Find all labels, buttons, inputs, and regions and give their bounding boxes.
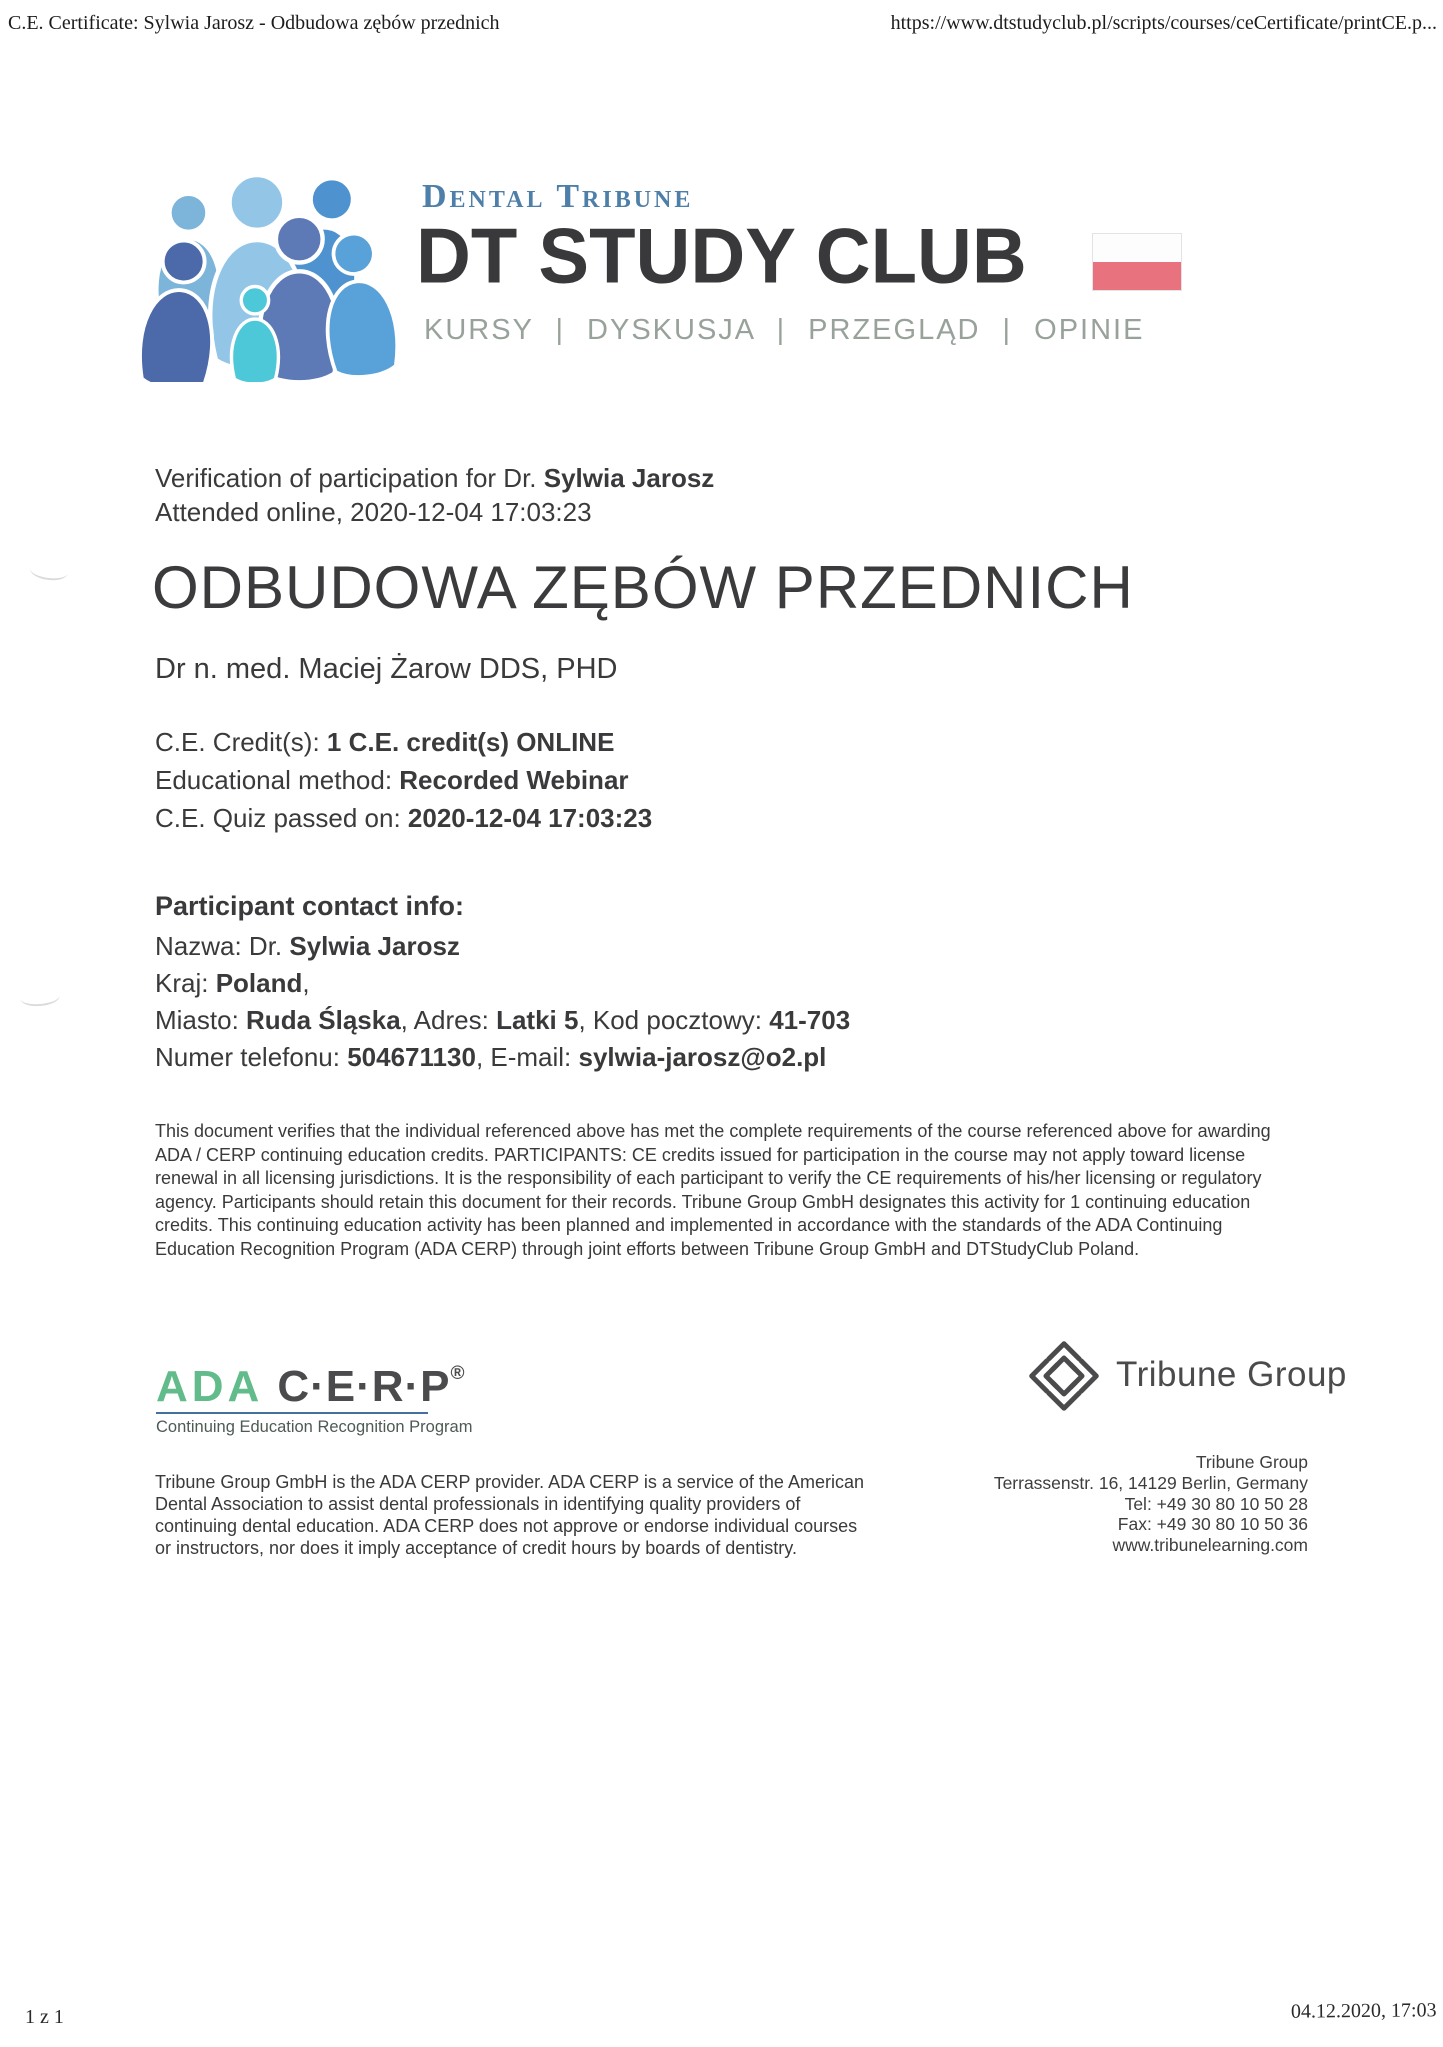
participant-name: Sylwia Jarosz — [543, 463, 715, 493]
ce-credits-value: 1 C.E. credit(s) ONLINE — [326, 727, 615, 757]
tribune-group-icon — [1026, 1338, 1102, 1414]
tribune-group-address — [994, 1452, 1308, 1556]
print-header-url: https://www.dtstudyclub.pl/scripts/courses/ceCertificate/printCE.p... — [890, 12, 1437, 34]
print-header — [8, 12, 1437, 35]
zip-label: , Kod pocztowy: — [578, 1005, 770, 1035]
ce-credits-label: C.E. Credit(s): — [155, 727, 327, 757]
name-label: Nazwa: Dr. — [155, 931, 290, 961]
poland-flag-red-stripe — [1093, 262, 1181, 290]
scan-artifact — [19, 986, 60, 1007]
brand-tagline: KURSY | DYSKUSJA | PRZEGLĄD | OPINIE — [424, 314, 1145, 346]
educational-method-line — [155, 765, 629, 796]
address-value: Latki 5 — [496, 1005, 579, 1035]
registered-mark: ® — [450, 1363, 465, 1384]
attended-line: Attended online, 2020-12-04 17:03:23 — [155, 497, 592, 527]
zip-value: 41-703 — [769, 1005, 851, 1035]
name-value: Sylwia Jarosz — [289, 931, 460, 961]
address-line: www.tribunelearning.com — [1112, 1535, 1308, 1556]
phone-label: Numer telefonu: — [155, 1042, 348, 1072]
phone-value: 504671130 — [347, 1042, 476, 1072]
course-speaker: Dr n. med. Maciej Żarow DDS, PHD — [155, 653, 618, 685]
city-label: Miasto: — [155, 1005, 247, 1035]
country-suffix: , — [302, 968, 310, 998]
ce-credits-line — [155, 727, 614, 758]
participant-city-line — [155, 1005, 850, 1036]
country-value: Poland — [215, 968, 303, 998]
participant-country-line — [155, 968, 310, 999]
print-footer-page-number: 1 z 1 — [25, 2006, 64, 2028]
quiz-passed-label: C.E. Quiz passed on: — [155, 803, 408, 833]
educational-method-label: Educational method: — [155, 765, 400, 795]
print-footer-datetime: 04.12.2020, 17:03 — [1291, 1999, 1438, 2023]
participant-phone-line — [155, 1042, 826, 1073]
participant-name-line — [155, 931, 460, 962]
quiz-passed-value: 2020-12-04 17:03:23 — [407, 803, 653, 833]
ada-cerp-logo — [156, 1362, 465, 1412]
brand-dental-tribune: Dental Tribune — [422, 178, 694, 215]
dental-tribune-people-logo — [126, 130, 398, 382]
address-line: Tel: +49 30 80 10 50 28 — [1124, 1493, 1308, 1514]
verification-line — [155, 463, 714, 494]
address-line: Fax: +49 30 80 10 50 36 — [1117, 1514, 1308, 1535]
poland-flag-white-stripe — [1093, 234, 1181, 262]
address-line: Terrassenstr. 16, 14129 Berlin, Germany — [993, 1472, 1308, 1493]
ada-cerp-subtitle: Continuing Education Recognition Program — [156, 1418, 473, 1436]
email-label: , E-mail: — [475, 1042, 579, 1072]
tribune-group-logo-text: Tribune Group — [1116, 1355, 1347, 1394]
country-label: Kraj: — [155, 968, 216, 998]
ada-cerp-underline — [156, 1412, 428, 1414]
brand-dt-study-club: DT STUDY CLUB — [416, 212, 1027, 300]
poland-flag-icon — [1092, 233, 1182, 291]
scan-artifact — [29, 560, 69, 582]
ada-cerp-legal-paragraph: This document verifies that the individual referenced above has met the complete requirements of the course referenced above for awarding ADA / CERP continuing education credits. PARTICIPANTS: CE credits issued for participation in the course may not apply toward license renewal in all licensing jurisdictions. It is the responsibility of each participant to verify the CE requirements of his/her licensing or regulatory agency. Participants should retain this document for their records. Tribune Group GmbH designates this activity for 1 continuing education credits. This continuing education activity has been planned and implemented in accordance with the standards of the ADA Continuing Education Recognition Program (ADA CERP) through joint efforts between Tribune Group GmbH and DTStudyClub Poland. — [155, 1121, 1271, 1259]
city-value: Ruda Śląska — [246, 1005, 401, 1035]
address-line: Tribune Group — [1195, 1452, 1308, 1472]
verification-prefix: Verification of participation for Dr. — [155, 463, 544, 493]
email-value: sylwia-jarosz@o2.pl — [578, 1042, 827, 1072]
ada-logo-text: ADA — [156, 1362, 264, 1411]
participant-contact-heading: Participant contact info: — [155, 891, 465, 921]
ada-cerp-provider-note: Tribune Group GmbH is the ADA CERP provider. ADA CERP is a service of the American Dental Association to assist dental professionals in identifying quality providers of continuing dental education. ADA CERP does not approve or endorse individual courses or instructors, nor does it imply acceptance of credit hours by boards of dentistry. — [155, 1472, 864, 1558]
print-header-title: C.E. Certificate: Sylwia Jarosz - Odbudowa zębów przednich — [8, 12, 500, 34]
cerp-logo-text: C·E·R·P — [277, 1362, 451, 1411]
address-label: , Adres: — [400, 1005, 497, 1035]
quiz-passed-line — [155, 803, 652, 834]
course-title: ODBUDOWA ZĘBÓW PRZEDNICH — [152, 554, 1134, 621]
educational-method-value: Recorded Webinar — [399, 765, 629, 795]
